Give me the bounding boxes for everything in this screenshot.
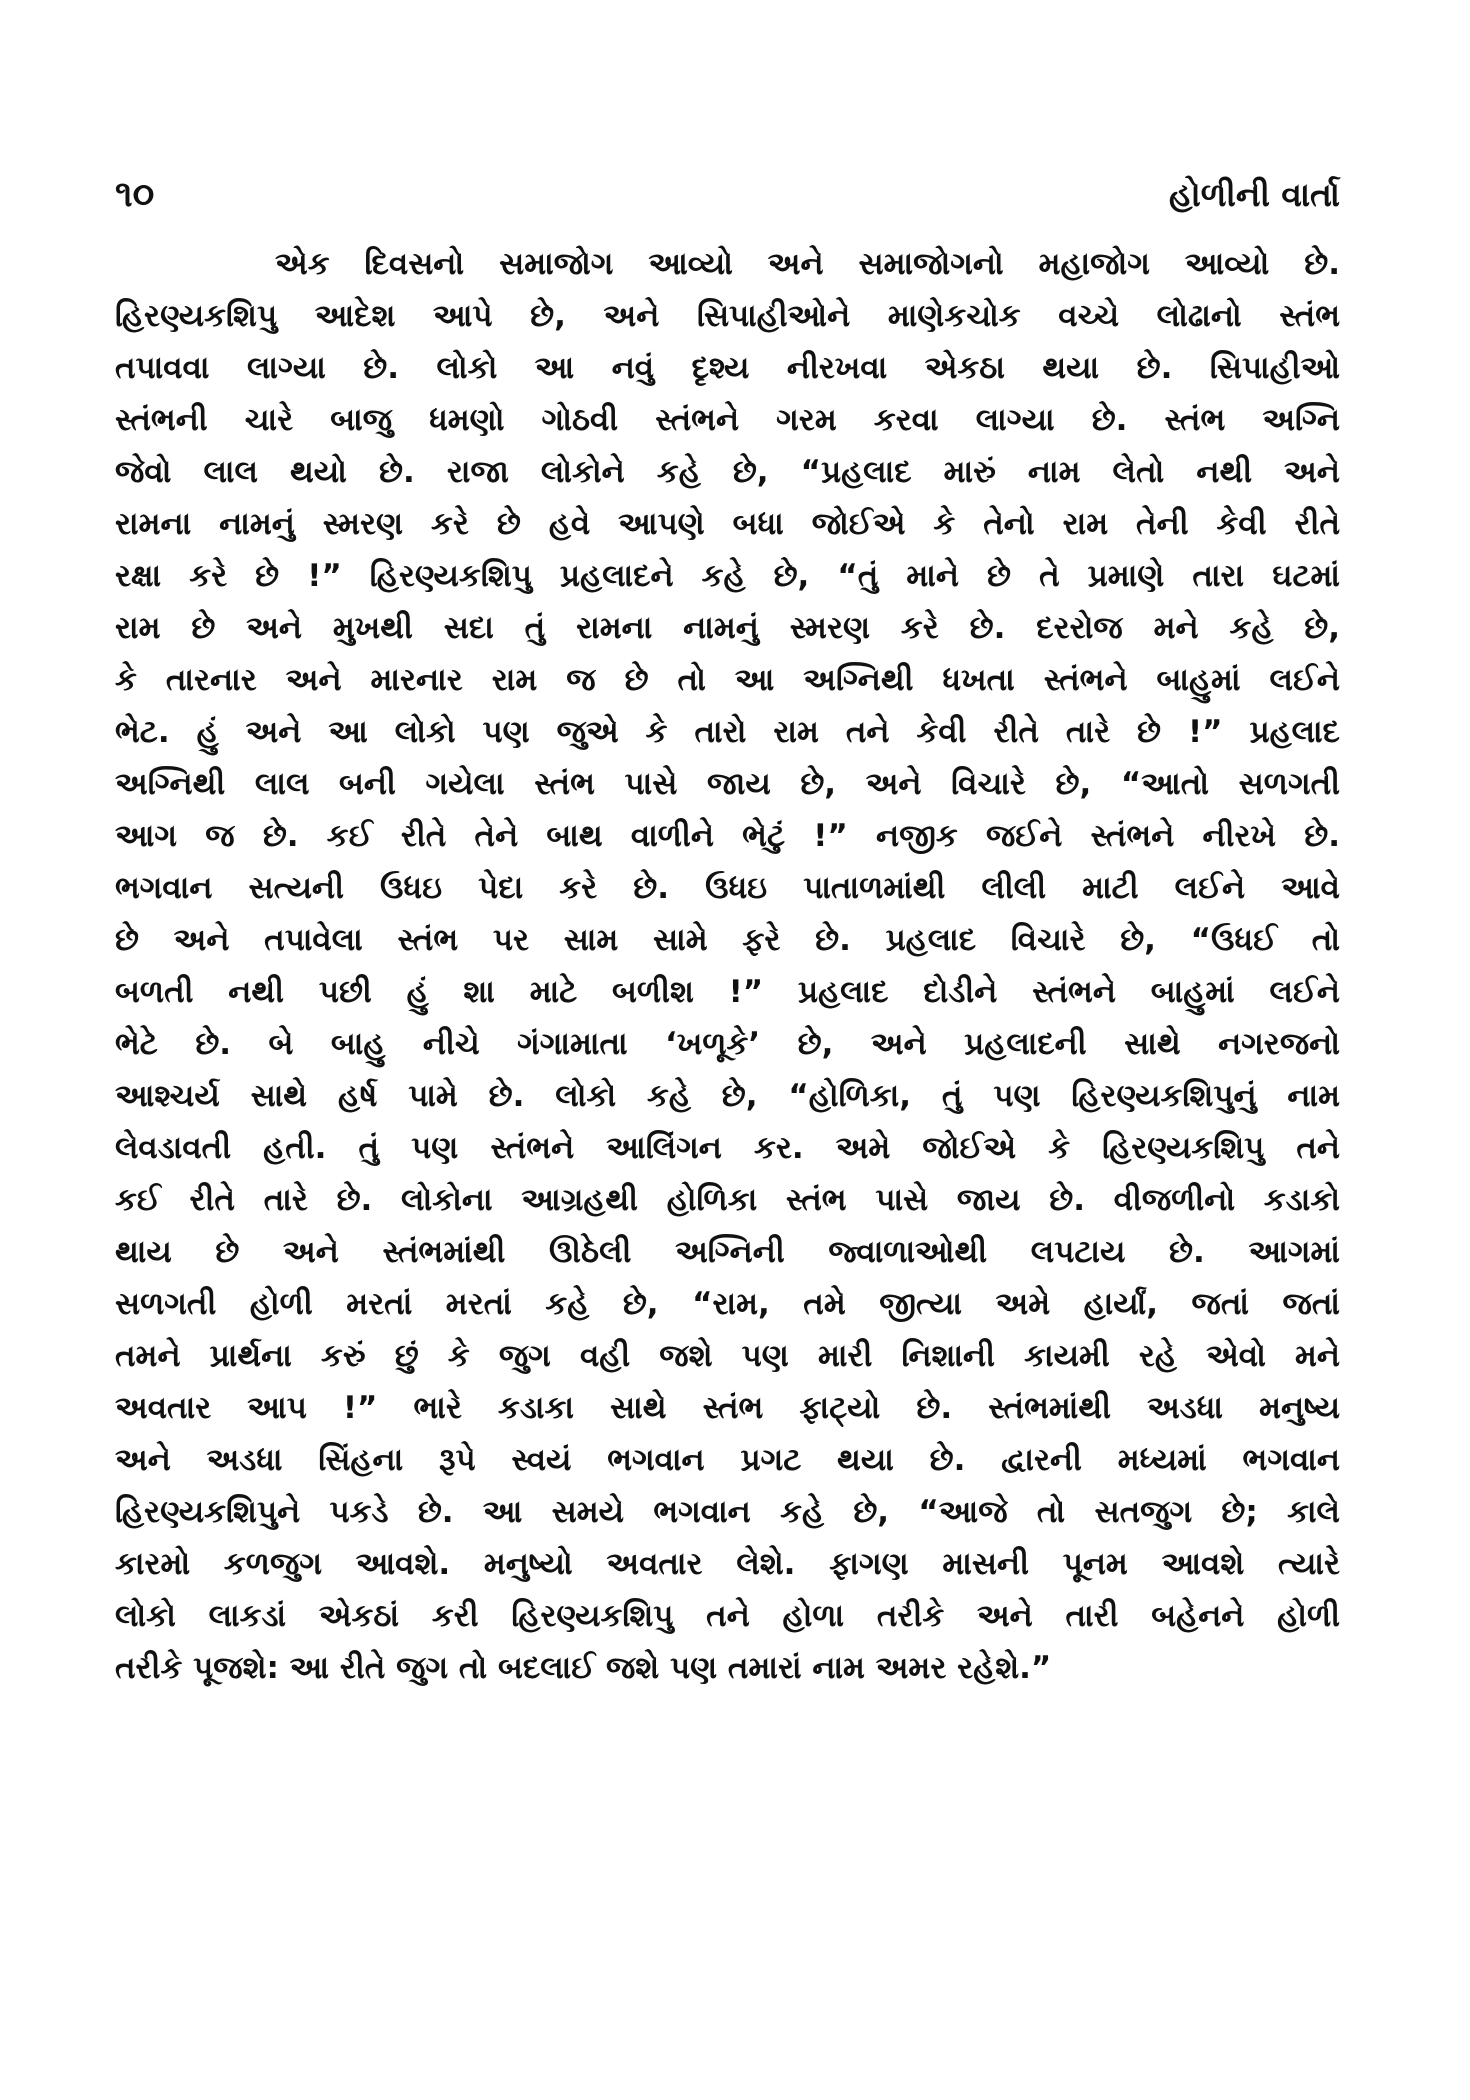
text-line: કારમો કળજુગ આવશે. મનુષ્યો અવતાર લેશે. ફાગણ માસની પૂનમ આવશે ત્યારે — [115, 1546, 1340, 1582]
text-line: કઈ રીતે તારે છે. લોકોના આગ્રહથી હોળિકા સ્તંભ પાસે જાય છે. વીજળીનો કડાકો — [115, 1182, 1340, 1218]
text-line: ભેટ. હું અને આ લોકો પણ જુએ કે તારો રામ તને કેવી રીતે તારે છે !” પ્રહલાદ — [115, 714, 1340, 750]
text-line: બળતી નથી પછી હું શા માટે બળીશ !” પ્રહલાદ દોડીને સ્તંભને બાહુમાં લઈને — [115, 974, 1340, 1010]
text-line: ભેટે છે. બે બાહુ નીચે ગંગામાતા ‘ખળૂકે’ છે, અને પ્રહલાદની સાથે નગરજનો — [115, 1026, 1340, 1062]
text-line: આગ જ છે. કઈ રીતે તેને બાથ વાળીને ભેટું !” નજીક જઈને સ્તંભને નીરખે છે. — [115, 818, 1340, 854]
text-line: હિરણ્યકશિપુ આદેશ આપે છે, અને સિપાહીઓને માણેકચોક વચ્ચે લોઢાનો સ્તંભ — [115, 298, 1340, 334]
page-number: ૧૦ — [115, 174, 155, 215]
text-line: તરીકે પૂજશે: આ રીતે જુગ તો બદલાઈ જશે પણ તમારાં નામ અમર રહેશે.” — [115, 1650, 1052, 1686]
text-line: લોકો લાકડાં એકઠાં કરી હિરણ્યકશિપુ તને હોળા તરીકે અને તારી બહેનને હોળી — [115, 1598, 1340, 1634]
text-line: રામના નામનું સ્મરણ કરે છે હવે આપણે બધા જોઈએ કે તેનો રામ તેની કેવી રીતે — [115, 506, 1340, 542]
text-line: થાય છે અને સ્તંભમાંથી ઊઠેલી અગ્નિની જ્વાળાઓથી લપટાય છે. આગમાં — [115, 1234, 1340, 1270]
text-line: હિરણ્યકશિપુને પકડે છે. આ સમયે ભગવાન કહે છે, “આજે તો સતજુગ છે; કાલે — [115, 1494, 1340, 1530]
text-line: અવતાર આપ !” ભારે કડાકા સાથે સ્તંભ ફાટ્યો છે. સ્તંભમાંથી અડધા મનુષ્ય — [115, 1390, 1340, 1426]
text-line: સળગતી હોળી મરતાં મરતાં કહે છે, “રામ, તમે જીત્યા અમે હાર્યાં, જતાં જતાં — [115, 1286, 1340, 1322]
text-line: કે તારનાર અને મારનાર રામ જ છે તો આ અગ્નિથી ધખતા સ્તંભને બાહુમાં લઈને — [115, 662, 1340, 698]
text-line: રામ છે અને મુખથી સદા તું રામના નામનું સ્મરણ કરે છે. દરરોજ મને કહે છે, — [115, 610, 1340, 646]
text-line: તપાવવા લાગ્યા છે. લોકો આ નવું દૃશ્ય નીરખવા એકઠા થયા છે. સિપાહીઓ — [115, 350, 1340, 386]
text-line: તમને પ્રાર્થના કરું છું કે જુગ વહી જશે પણ મારી નિશાની કાયમી રહે એવો મને — [115, 1338, 1340, 1374]
text-line: એક દિવસનો સમાજોગ આવ્યો અને સમાજોગનો મહાજોગ આવ્યો છે. — [275, 246, 1340, 282]
text-line: સ્તંભની ચારે બાજુ ધમણો ગોઠવી સ્તંભને ગરમ કરવા લાગ્યા છે. સ્તંભ અગ્નિ — [115, 402, 1340, 438]
text-line: આશ્ચર્ય સાથે હર્ષ પામે છે. લોકો કહે છે, “હોળિકા, તું પણ હિરણ્યકશિપુનું નામ — [115, 1078, 1340, 1114]
text-line: રક્ષા કરે છે !” હિરણ્યકશિપુ પ્રહલાદને કહે છે, “તું માને છે તે પ્રમાણે તારા ઘટમાં — [115, 558, 1340, 594]
text-line: જેવો લાલ થયો છે. રાજા લોકોને કહે છે, “પ્રહલાદ મારું નામ લેતો નથી અને — [115, 454, 1340, 490]
text-line: ભગવાન સત્યની ઉધઇ પેદા કરે છે. ઉધઇ પાતાળમાંથી લીલી માટી લઈને આવે — [115, 870, 1340, 906]
running-title: હોળીની વાર્તા — [1168, 175, 1340, 214]
page-header — [115, 170, 1340, 220]
text-line: અગ્નિથી લાલ બની ગયેલા સ્તંભ પાસે જાય છે, અને વિચારે છે, “આતો સળગતી — [115, 766, 1340, 802]
text-line: છે અને તપાવેલા સ્તંભ પર સામ સામે ફરે છે. પ્રહલાદ વિચારે છે, “ઉધઈ તો — [115, 922, 1340, 958]
text-line: લેવડાવતી હતી. તું પણ સ્તંભને આલિંગન કર. અમે જોઈએ કે હિરણ્યકશિપુ તને — [115, 1130, 1340, 1166]
text-line: અને અડધા સિંહના રૂપે સ્વયં ભગવાન પ્રગટ થયા છે. દ્વારની મધ્યમાં ભગવાન — [115, 1442, 1340, 1478]
story-paragraph — [115, 238, 1340, 1694]
